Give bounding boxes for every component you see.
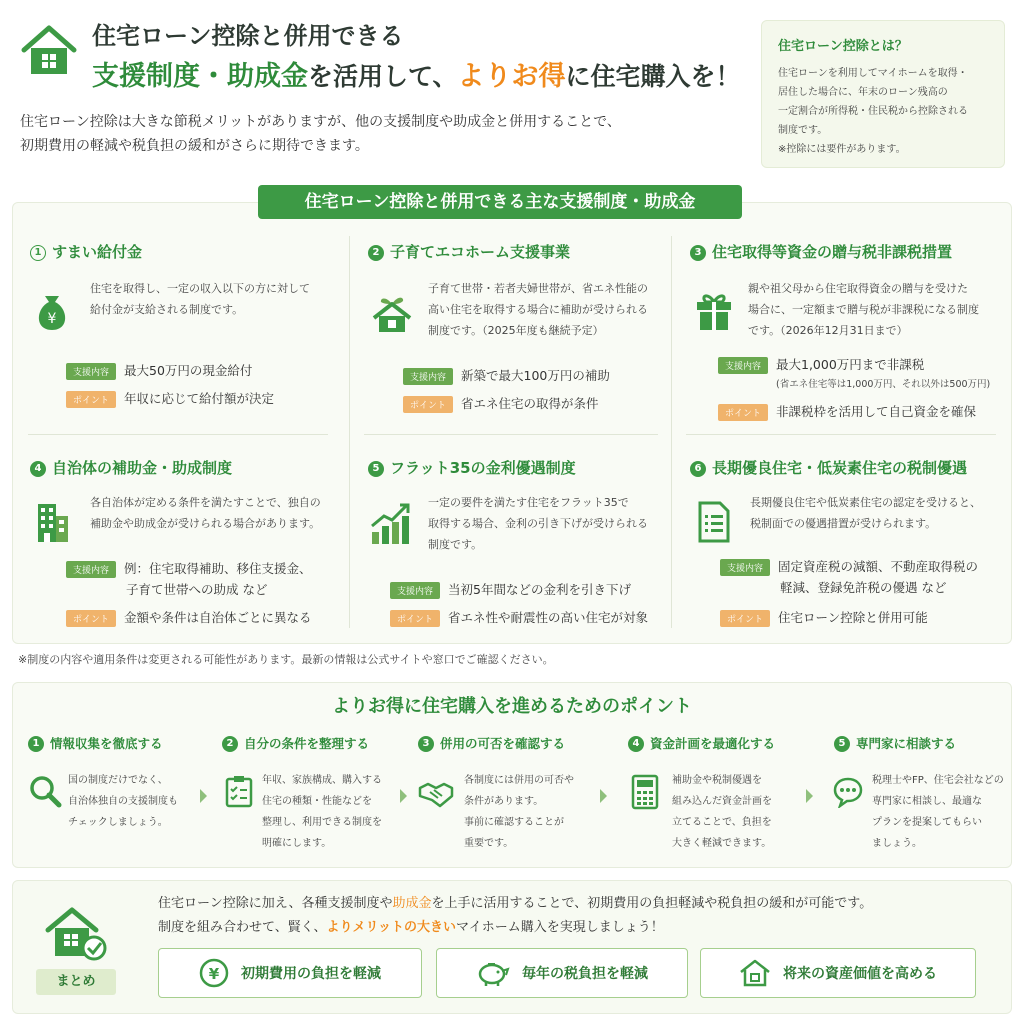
tip-desc-4: 補助金や税制優遇を 組み込んだ資金計画を 立てることで、負担を 大きく軽減できます。 bbox=[672, 775, 772, 849]
intro-line: 住宅ローン控除は大きな節税メリットがありますが、他の支援制度や助成金と併用することで、 bbox=[20, 114, 621, 130]
support-tag: 支援内容 bbox=[66, 561, 116, 578]
title-text: を活用して、 bbox=[308, 62, 458, 91]
point-tag: ポイント bbox=[403, 396, 453, 413]
building-icon bbox=[30, 500, 74, 544]
title-highlight-support: 支援制度・助成金 bbox=[92, 61, 308, 92]
program-support-1: 支援内容 最大50万円の現金給付 bbox=[66, 361, 252, 380]
disclaimer-note: ※制度の内容や適用条件は変更される可能性があります。最新の情報は公式サイトや窓口でご確認ください。 bbox=[18, 653, 554, 666]
tip-step-1: 1 情報収集を徹底する bbox=[28, 734, 198, 752]
document-icon bbox=[692, 500, 736, 544]
program-desc-4: 各自治体が定める条件を満たすことで、独自の 補助金や助成金が受けられる場合があります。 bbox=[90, 496, 321, 530]
point-tag: ポイント bbox=[66, 610, 116, 627]
program-desc-5: 一定の要件を満たす住宅をフラット35で 取得する場合、金利の引き下げが受けられる 制度です。 bbox=[428, 496, 648, 551]
chat-bubble-icon bbox=[832, 776, 864, 808]
tip-desc-2: 年収、家族構成、購入する 住宅の種類・性能などを 整理し、利用できる制度を 明確にします。 bbox=[262, 775, 382, 849]
program-title-4: 4 自治体の補助金・助成制度 bbox=[30, 457, 232, 478]
handshake-icon bbox=[418, 778, 454, 808]
program-point-2: ポイント 省エネ住宅の取得が条件 bbox=[403, 394, 599, 413]
magnifier-icon bbox=[28, 774, 62, 808]
program-desc-1: 住宅を取得し、一定の収入以下の方に対して 給付金が支給される制度です。 bbox=[90, 282, 310, 316]
tip-desc-1: 国の制度だけでなく、 自治体独自の支援制度も チェックしましょう。 bbox=[68, 775, 178, 828]
support-tag: 支援内容 bbox=[403, 368, 453, 385]
summary-benefit-asset-value bbox=[700, 948, 976, 998]
step-arrow bbox=[200, 789, 207, 803]
piggy-bank-icon bbox=[476, 959, 510, 987]
tip-desc-3: 各制度には併用の可否や 条件があります。 事前に確認することが 重要です。 bbox=[464, 775, 574, 849]
divider bbox=[349, 236, 350, 628]
step-arrow bbox=[806, 789, 813, 803]
program-title-3: 3 住宅取得等資金の贈与税非課税措置 bbox=[690, 241, 952, 262]
program-desc-6: 長期優良住宅や低炭素住宅の認定を受けると、 税制面での優遇措置が受けられます。 bbox=[750, 496, 981, 530]
summary-benefit-annual-tax bbox=[436, 948, 688, 998]
divider bbox=[28, 434, 328, 435]
program-desc-2: 子育て世帯・若者夫婦世帯が、省エネ性能の 高い住宅を取得する場合に補助が受けられる 制度です。（2025年度も継続予定） bbox=[428, 282, 648, 337]
step-arrow bbox=[400, 789, 407, 803]
summary-label: まとめ bbox=[36, 969, 116, 995]
svg-text:¥: ¥ bbox=[47, 311, 57, 327]
benefit-label: 毎年の税負担を軽減 bbox=[522, 966, 648, 982]
program-support-4-line2: 子育て世帯への助成 など bbox=[126, 582, 268, 597]
chart-up-icon bbox=[368, 502, 412, 546]
point-tag: ポイント bbox=[718, 404, 768, 421]
program-support-2: 支援内容 新築で最大100万円の補助 bbox=[403, 366, 610, 385]
house-check-icon bbox=[44, 904, 108, 962]
benefit-label: 初期費用の負担を軽減 bbox=[241, 966, 381, 982]
clipboard-icon bbox=[222, 774, 256, 808]
tip-step-2: 2 自分の条件を整理する bbox=[222, 734, 369, 752]
divider bbox=[364, 434, 658, 435]
point-tag: ポイント bbox=[66, 391, 116, 408]
calculator-icon bbox=[630, 774, 660, 810]
support-tag: 支援内容 bbox=[390, 582, 440, 599]
title-highlight-profit: よりお得 bbox=[457, 61, 566, 92]
support-tag: 支援内容 bbox=[66, 363, 116, 380]
program-point-3: ポイント 非課税枠を活用して自己資金を確保 bbox=[718, 402, 976, 421]
support-tag: 支援内容 bbox=[718, 357, 768, 374]
tip-desc-5: 税理士やFP、住宅会社などの 専門家に相談し、最適な プランを提案してもらい ましょう。 bbox=[872, 775, 1004, 849]
step-arrow bbox=[600, 789, 607, 803]
program-support-4: 支援内容 例：住宅取得補助、移住支援金、 bbox=[66, 559, 312, 578]
divider bbox=[671, 236, 672, 628]
program-point-6: ポイント 住宅ローン控除と併用可能 bbox=[720, 608, 928, 627]
summary-benefit-initial-cost bbox=[158, 948, 422, 998]
tips-title: よりお得に住宅購入を進めるためのポイント bbox=[332, 696, 692, 717]
intro-text bbox=[20, 110, 740, 158]
house-logo-icon bbox=[20, 22, 78, 80]
intro-line: 初期費用の軽減や税負担の緩和がさらに期待できます。 bbox=[20, 138, 369, 154]
program-support-5: 支援内容 当初5年間などの金利を引き下げ bbox=[390, 580, 631, 599]
eco-house-icon bbox=[370, 290, 414, 334]
program-point-4: ポイント 金額や条件は自治体ごとに異なる bbox=[66, 608, 312, 627]
tip-step-4: 4 資金計画を最適化する bbox=[628, 734, 775, 752]
program-title-5: 5 フラット35の金利優遇制度 bbox=[368, 457, 576, 478]
house-icon bbox=[739, 958, 771, 988]
program-desc-3: 親や祖父母から住宅取得資金の贈与を受けた 場合に、一定額まで贈与税が非課税になる制度 です。（2026年12月31日まで） bbox=[748, 282, 979, 337]
page-title-line2 bbox=[92, 54, 741, 93]
program-point-5: ポイント 省エネ性や耐震性の高い住宅が対象 bbox=[390, 608, 648, 627]
svg-text:¥: ¥ bbox=[208, 965, 220, 983]
program-title-6: 6 長期優良住宅・低炭素住宅の税制優遇 bbox=[690, 457, 967, 478]
program-support-6-line2: 軽減、登録免許税の優遇 など bbox=[780, 580, 947, 595]
point-tag: ポイント bbox=[720, 610, 770, 627]
program-support-3: 支援内容 最大1,000万円まで非課税 bbox=[718, 355, 924, 374]
info-box-body: 住宅ローンを利用してマイホームを取得・ 居住した場合に、年末のローン残高の 一定割合が所得税・住民税から控除される 制度です。 ※控除には要件があります。 bbox=[778, 68, 968, 155]
info-box-title: 住宅ローン控除とは？ bbox=[778, 39, 908, 54]
divider bbox=[686, 434, 996, 435]
page-title-line1: 住宅ローン控除と併用できる bbox=[92, 22, 404, 50]
tip-step-5: 5 専門家に相談する bbox=[834, 734, 956, 752]
gift-icon bbox=[692, 290, 736, 334]
money-bag-icon bbox=[30, 290, 74, 334]
summary-text: 住宅ローン控除に加え、各種支援制度や助成金を上手に活用することで、初期費用の負担軽減や税負担の緩和が可能です。 制度を組み合わせて、賢く、よりメリットの大きいマイホーム購入を実現しましょう！ bbox=[158, 896, 873, 935]
program-title-2: 2 子育てエコホーム支援事業 bbox=[368, 241, 570, 262]
tip-step-3: 3 併用の可否を確認する bbox=[418, 734, 565, 752]
yen-circle-icon bbox=[199, 958, 229, 988]
program-title-1: 1 すまい給付金 bbox=[30, 241, 142, 262]
title-text-end: に住宅購入を！ bbox=[565, 62, 741, 91]
program-point-1: ポイント 年収に応じて給付額が決定 bbox=[66, 389, 274, 408]
support-programs-banner: 住宅ローン控除と併用できる主な支援制度・助成金 bbox=[258, 185, 742, 219]
program-support-6: 支援内容 固定資産税の減額、不動産取得税の bbox=[720, 557, 978, 576]
support-tag: 支援内容 bbox=[720, 559, 770, 576]
info-box bbox=[761, 20, 1005, 168]
program-support-3-note: (省エネ住宅等は1,000万円、それ以外は500万円) bbox=[776, 379, 991, 390]
benefit-label: 将来の資産価値を高める bbox=[783, 966, 937, 982]
point-tag: ポイント bbox=[390, 610, 440, 627]
